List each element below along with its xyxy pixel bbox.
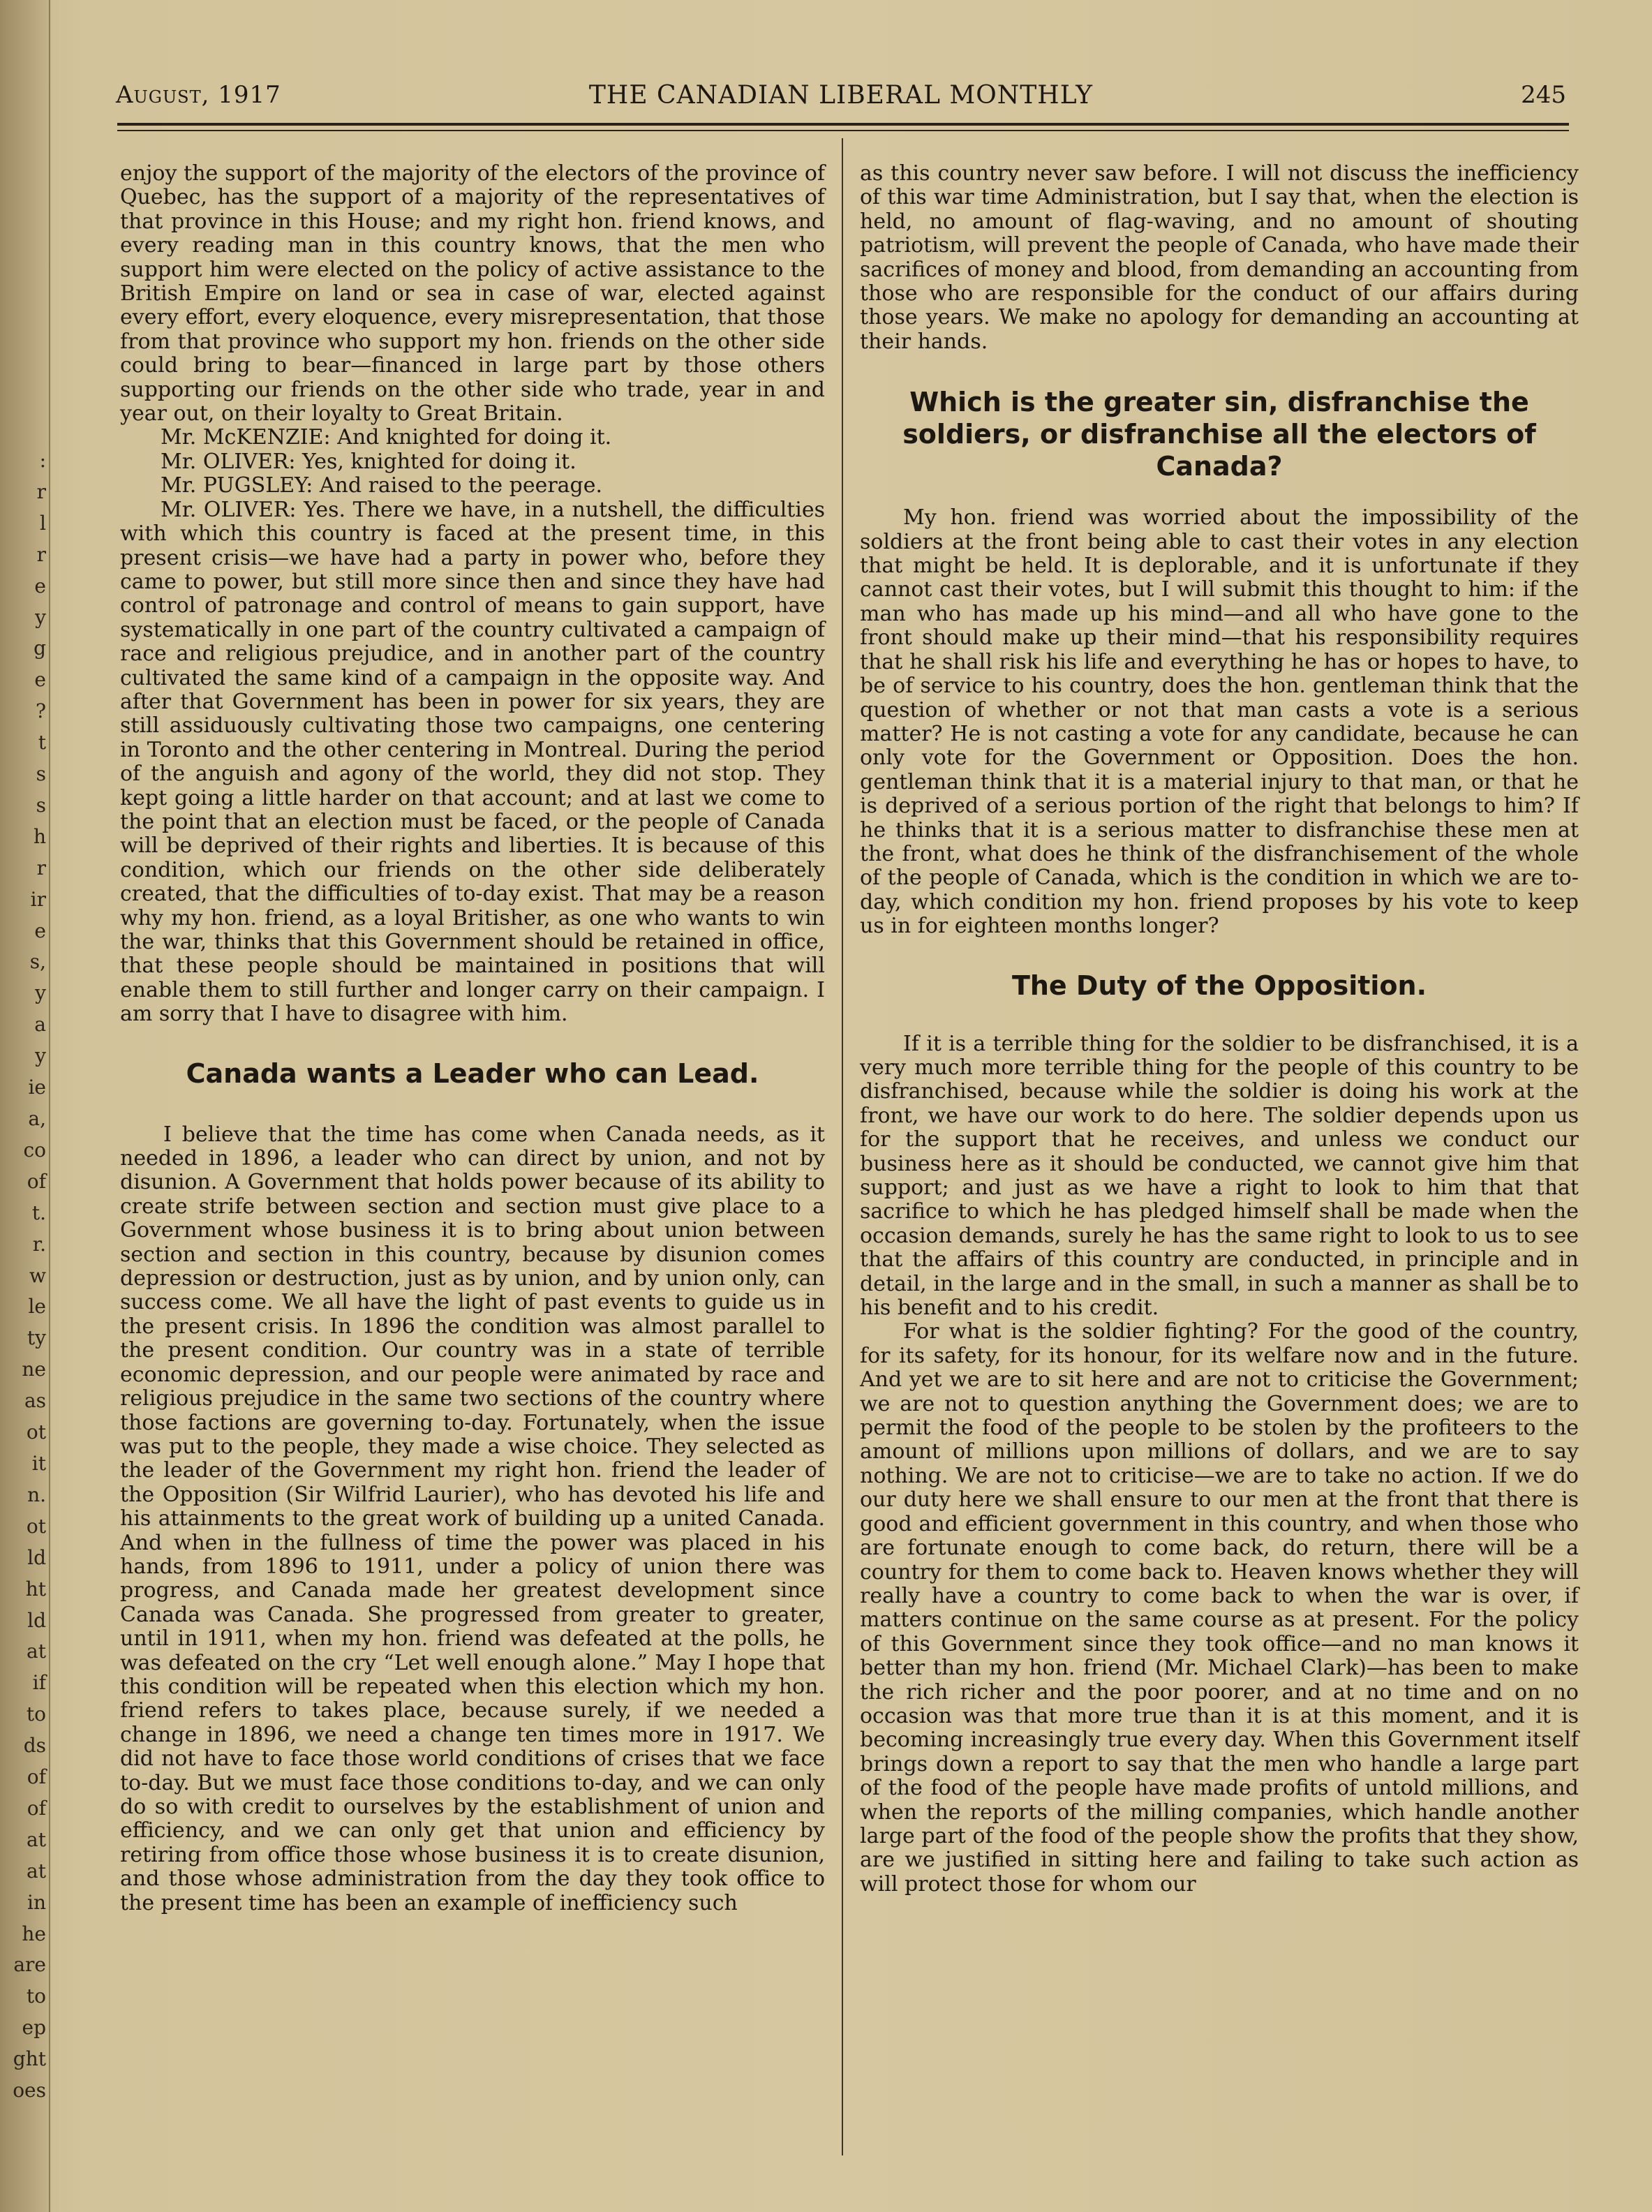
- section-heading: The Duty of the Opposition.: [1011, 970, 1427, 1001]
- paragraph: For what is the soldier fighting? For the good of the country, for its safety, for its honour, for its welfare now and in the future. And yet we are to sit here and are not to criticise the Government; we are not to question anything the Government does; we are to permit the food of the people to be stolen by the profiteers to the amount of millions upon millions of dollars, and we are to say nothing. We are not to criticise—we are to take no action. If we do our duty here we shall ensure to our men at the front that there is good and efficient government in this country, and when those who are fortunate enough to come back, do return, there will be a country for them to come back to. Heaven knows whether they will really have a country to come back to when the war is over, if matters continue on the same course as at present. For the policy of this Government since they took office—and no man knows it better than my hon. friend (Mr. Michael Clark)—has been to make the rich richer and the poor poorer, and at no time and on no occasion was that more true than it is at this moment, and it is becoming increasingly true every day. When this Government itself brings down a report to say that the men who handle a large part of the food of the people have made profits of untold millions, and when the reports of the milling companies, which handle another large part of the food of the people show the profits that they show, are we justified in sitting here and failing to take such action as will protect those for whom our: [860, 1319, 1579, 1896]
- gutter-fragment: ld: [27, 1608, 46, 1632]
- gutter-fragment: ?: [35, 699, 46, 723]
- paragraph: If it is a terrible thing for the soldier to be disfranchised, it is a very much more terrible thing for the people of this country to be disfranchised, because while the soldier is doing his work at the front, we have our work to do here. The soldier depends upon us for the support that he receives, and unless we conduct our business here as it should be conducted, we cannot give him that support; and just as we have a right to look to him that that sacrifice to which he has pledged himself shall be made when the occasion demands, surely he has the same right to look to us to see that the affairs of this country are conducted, in principle and in detail, in the large and in the small, in such a manner as shall be to his benefit and to his credit.: [860, 1031, 1579, 1321]
- gutter-fragment: a,: [28, 1107, 46, 1131]
- gutter-fragment: at: [27, 1827, 46, 1851]
- column-divider: [842, 138, 843, 2155]
- gutter-fragment: e: [34, 919, 46, 942]
- gutter-fragment: le: [28, 1295, 46, 1319]
- gutter-fragment: r.: [32, 1232, 46, 1256]
- gutter-fragment: ds: [23, 1734, 46, 1758]
- gutter-fragment: at: [27, 1640, 46, 1663]
- gutter-fragment: he: [22, 1922, 46, 1945]
- speaker-line: Mr. McKENZIE: And knighted for doing it.: [161, 425, 612, 450]
- gutter-fragment: of: [27, 1169, 46, 1193]
- gutter-fragment: n.: [27, 1483, 46, 1506]
- gutter-fragment: ot: [26, 1514, 46, 1538]
- gutter-fragment: g: [34, 637, 46, 660]
- header-rule-thick: [117, 123, 1569, 126]
- gutter-fragment: a: [34, 1013, 46, 1037]
- gutter-fragment: h: [33, 824, 46, 848]
- gutter-fragment: l: [40, 511, 46, 535]
- gutter-fragment: w: [29, 1263, 46, 1287]
- left-column: [120, 162, 825, 1915]
- gutter-fragment: s: [36, 793, 46, 817]
- gutter-fragment: t.: [31, 1201, 46, 1224]
- paragraph: as this country never saw before. I will not discuss the inefficiency of this war time Administration, but I say that, when the election is held, no amount of flag-waving, and no amount of shouting patriotism, will prevent the people of Canada, who have made their sacrifices of money and blood, from demanding an accounting from those who are responsible for the conduct of our affairs during those years. We make no apology for demanding an accounting at their hands.: [860, 161, 1579, 354]
- gutter-fragment: y: [35, 605, 46, 629]
- gutter-fragment: at: [27, 1859, 46, 1883]
- gutter-fragment: oes: [13, 2079, 46, 2102]
- gutter-fragment: to: [26, 1984, 46, 2008]
- gutter-fragment: y: [35, 981, 46, 1005]
- paragraph: I believe that the time has come when Canada needs, as it needed in 1896, a leader who can direct by union, and not by disunion. A Government that holds power because of its ability to create strife between section and section must give place to a Government whose business it is to bring about union between section and section in this country, because by disunion comes depression or destruction, just as by union, and by union only, can success come. We all have the light of past events to guide us in the present crisis. In 1896 the condition was almost parallel to the present condition. Our country was in a state of terrible economic depression, and our people were animated by race and religious prejudice in the same two sections of the country where those factions are governing to-day. Fortunately, when the issue was put to the people, they made a wise choice. They selected as the leader of the Government my right hon. friend the leader of the Opposition (Sir Wilfrid Laurier), who has devoted his life and his attainments to the great work of building up a united Canada. And when in the fullness of time the power was placed in his hands, from 1896 to 1911, under a policy of union there was progress, and Canada made her greatest development since Canada was Canada. She progressed from greater to greater, until in 1911, when my hon. friend was defeated at the polls, he was defeated on the cry “Let well enough alone.” May I hope that this condition will be repeated when this election which my hon. friend refers to takes place, because surely, if we needed a change in 1896, we need a change ten times more in 1917. We did not have to face those world conditions of crises that we face to-day. But we must face those conditions to-day, and we can only do so with credit to ourselves by the establishment of union and efficiency, and we can only get that union and efficiency by retiring from office those whose business it is to create disunion, and those whose administration from the day they took office to the present time has been an example of inefficiency such: [120, 1122, 825, 1915]
- section-heading: Which is the greater sin, disfranchise the soldiers, or disfranchise all the electors of Canada?: [902, 387, 1536, 482]
- gutter-fragment: r: [36, 856, 46, 879]
- publication-title: THE CANADIAN LIBERAL MONTHLY: [588, 81, 1094, 110]
- gutter-fragment: r: [36, 542, 46, 566]
- gutter-fragment: ht: [25, 1577, 46, 1601]
- gutter-fragment: y: [35, 1044, 46, 1068]
- gutter-fragment: it: [31, 1451, 46, 1475]
- speaker-line: Mr. PUGSLEY: And raised to the peerage.: [161, 473, 603, 498]
- gutter-fragment: e: [34, 574, 46, 597]
- gutter-fragment: to: [26, 1702, 46, 1726]
- section-heading: Canada wants a Leader who can Lead.: [186, 1057, 759, 1089]
- speaker-line: Mr. OLIVER: Yes, knighted for doing it.: [161, 449, 576, 474]
- facing-page-edge: [0, 0, 50, 2212]
- gutter-fragment: r: [36, 480, 46, 503]
- gutter-fragment: as: [24, 1389, 46, 1413]
- gutter-fragment: ir: [30, 887, 46, 911]
- gutter-fragment: s: [36, 762, 46, 786]
- header-rule-thin: [117, 130, 1569, 131]
- gutter-fragment: :: [39, 449, 46, 472]
- gutter-fragment: ght: [13, 2047, 46, 2071]
- right-column: [860, 162, 1579, 1896]
- gutter-fragment: t: [38, 731, 46, 755]
- gutter-fragment: if: [32, 1671, 46, 1695]
- gutter-fragment: of: [27, 1765, 46, 1789]
- gutter-fragment: co: [23, 1138, 46, 1161]
- gutter-fragment: ty: [27, 1326, 46, 1350]
- running-header: [112, 75, 1570, 117]
- gutter-fragment: e: [34, 668, 46, 692]
- page-number: 245: [1521, 81, 1566, 109]
- issue-date: August, 1917: [116, 81, 281, 109]
- gutter-fragment: ne: [22, 1358, 46, 1381]
- gutter-fragment: ld: [27, 1545, 46, 1569]
- gutter-fragment: are: [13, 1953, 46, 1977]
- gutter-fragment: in: [27, 1890, 46, 1914]
- gutter-fragment: s,: [29, 950, 46, 974]
- speaker-line: Mr. OLIVER: Yes. There we have, in a nutshell, the difficulties with which this country is faced at the present time, in this present crisis—we have had a party in power who, before they came to power, but still more since then and since they have had control of patronage and control of means to gain support, have systematically in one part of the country cultivated a campaign of race and religious prejudice, and in another part of the country cultivated the same kind of a campaign in the opposite way. And after that Government has been in power for six years, they are still assiduously cultivating those two campaigns, one centering in Toronto and the other centering in Montreal. During the period of the anguish and agony of the world, they did not stop. They kept going a little harder on that account; and at last we come to the point that an election must be faced, or the people of Canada will be deprived of their rights and liberties. It is because of this condition, which our friends on the other side deliberately created, that the difficulties of to-day exist. That may be a reason why my hon. friend, as a loyal Britisher, as one who wants to win the war, thinks that this Government should be retained in office, that these people should be maintained in positions that will enable them to still further and longer carry on their campaign. I am sorry that I have to disagree with him.: [120, 497, 825, 1027]
- gutter-fragment: of: [27, 1796, 46, 1820]
- paragraph: enjoy the support of the majority of the electors of the province of Quebec, has the support of a majority of the representatives of that province in this House; and my right hon. friend knows, and every reading man in this country knows, that the men who support him were elected on the policy of active assistance to the British Empire on land or sea in case of war, elected against every effort, every eloquence, every misrepresentation, that those from that province who support my hon. friends on the other side could bring to bear—financed in large part by those others supporting our friends on the other side who trade, year in and year out, on their loyalty to Great Britain.: [120, 161, 825, 426]
- paragraph: My hon. friend was worried about the impossibility of the soldiers at the front being able to cast their votes in any election that might be held. It is deplorable, and it is unfortunate if they cannot cast their votes, but I will submit this thought to him: if the man who has made up his mind—and all who have gone to the front should make up their mind—that his responsibility requires that he shall risk his life and everything he has or hopes to have, to be of service to his country, does the hon. gentleman think that the question of whether or not that man casts a vote is a serious matter? He is not casting a vote for any candidate, because he can only vote for the Government or Opposition. Does the hon. gentleman think that it is a material injury to that man, or that he is deprived of a serious portion of the right that belongs to him? If he thinks that it is a serious matter to disfranchise these men at the front, what does he think of the disfranchisement of the whole of the people of Canada, which is the condition in which we are to-day, which condition my hon. friend proposes by his vote to keep us in for eighteen months longer?: [860, 505, 1579, 939]
- gutter-fragment: ep: [22, 2016, 46, 2040]
- gutter-fragment: ot: [26, 1420, 46, 1444]
- gutter-fragment: ie: [28, 1076, 46, 1099]
